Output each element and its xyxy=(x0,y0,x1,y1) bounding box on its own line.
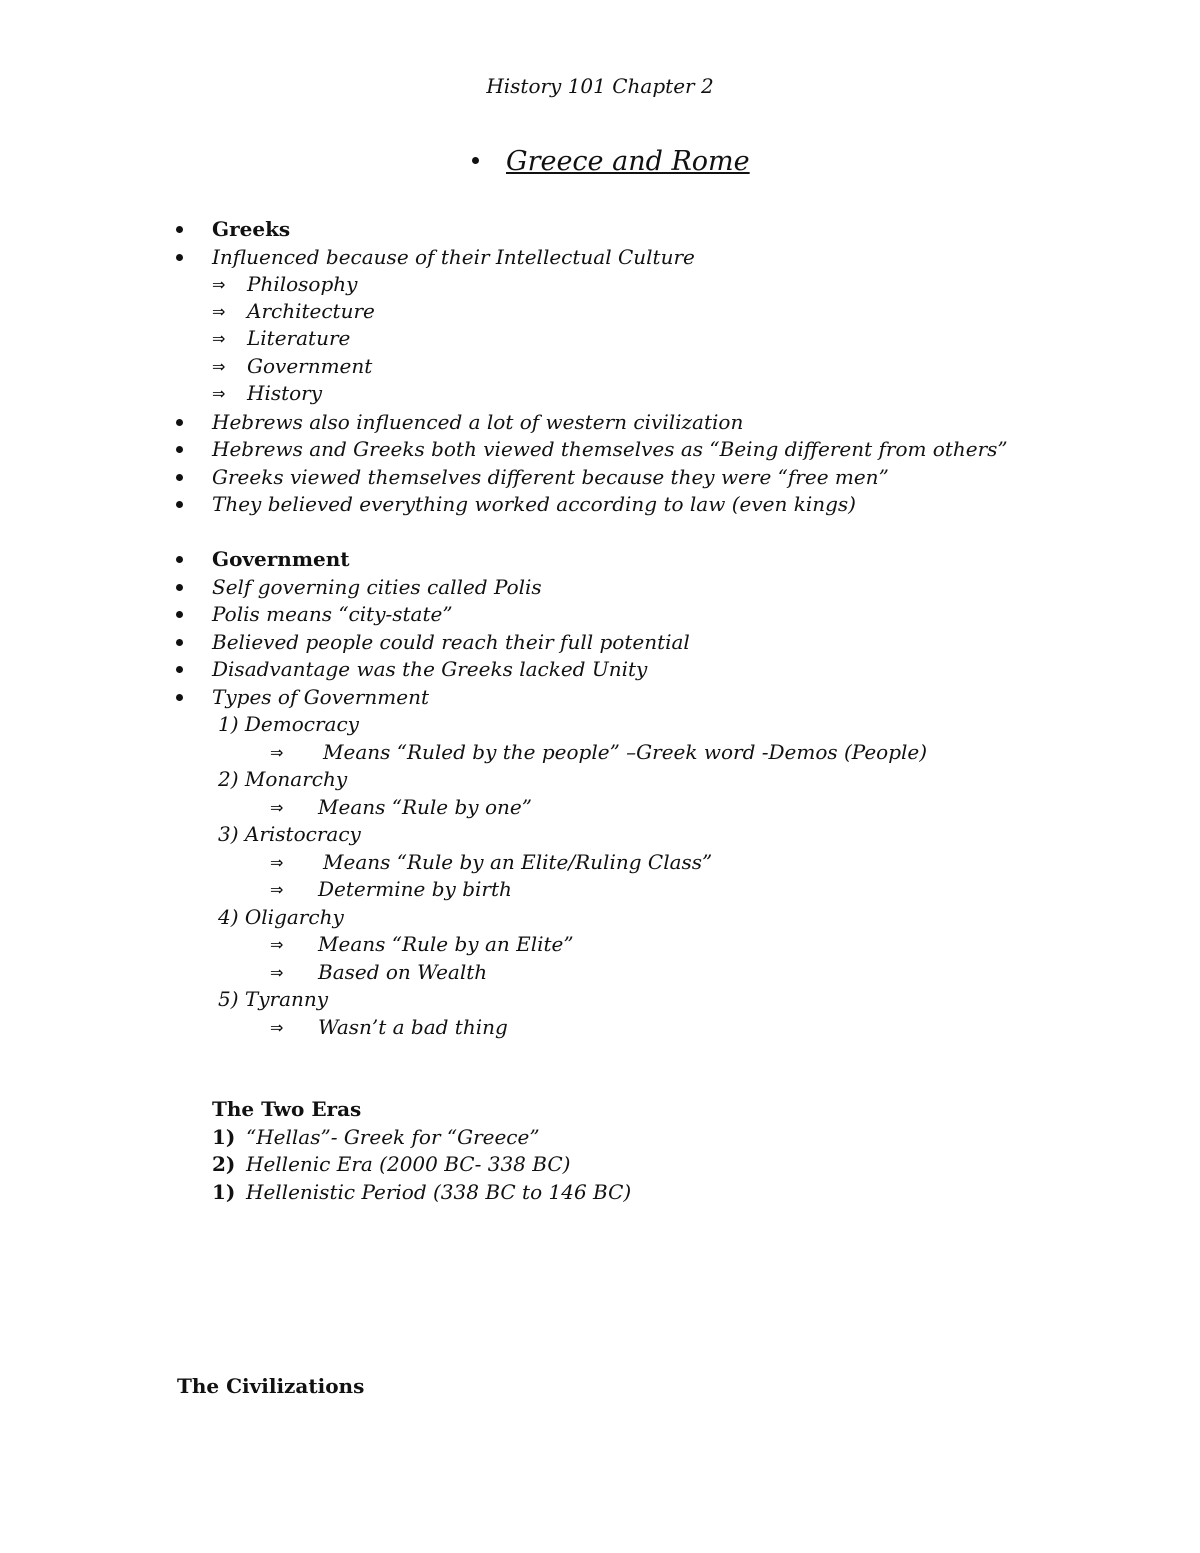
government-point: Types of Government xyxy=(212,685,430,709)
bullet-icon xyxy=(176,254,183,261)
bullet-icon xyxy=(176,611,183,618)
arrow-icon: ⇒ xyxy=(270,743,284,762)
government-point: Believed people could reach their full potential xyxy=(212,630,690,654)
greeks-area: Literature xyxy=(247,326,351,350)
government-type-note: Means “Rule by one” xyxy=(318,795,532,819)
greeks-area: History xyxy=(247,381,323,405)
bullet-icon xyxy=(176,226,183,233)
greeks-point: They believed everything worked according to law (even kings) xyxy=(212,492,856,516)
document-header: History 101 Chapter 2 xyxy=(486,74,714,98)
bullet-icon xyxy=(176,666,183,673)
arrow-icon: ⇒ xyxy=(270,935,284,954)
bullet-icon xyxy=(176,639,183,646)
arrow-icon: ⇒ xyxy=(270,963,284,982)
era-item: Hellenistic Period (338 BC to 146 BC) xyxy=(246,1180,632,1204)
greeks-intro: Influenced because of their Intellectual Culture xyxy=(212,245,695,269)
bullet-icon xyxy=(176,584,183,591)
government-type: 2) Monarchy xyxy=(218,767,348,791)
greeks-heading: Greeks xyxy=(212,217,291,241)
era-number: 1) xyxy=(212,1180,236,1204)
arrow-icon: ⇒ xyxy=(270,853,284,872)
government-type: 5) Tyranny xyxy=(218,987,329,1011)
arrow-icon: ⇒ xyxy=(212,357,226,376)
arrow-icon: ⇒ xyxy=(270,1018,284,1037)
greeks-area: Philosophy xyxy=(247,272,358,296)
government-type-note: Based on Wealth xyxy=(318,960,488,984)
government-point: Disadvantage was the Greeks lacked Unity xyxy=(212,657,648,681)
eras-heading: The Two Eras xyxy=(212,1097,362,1121)
title-bullet xyxy=(472,157,479,164)
page-title: Greece and Rome xyxy=(506,146,750,177)
era-number: 2) xyxy=(212,1152,236,1176)
era-item: Hellenic Era (2000 BC- 338 BC) xyxy=(246,1152,571,1176)
bullet-icon xyxy=(176,474,183,481)
government-type: 4) Oligarchy xyxy=(218,905,344,929)
greeks-point: Hebrews and Greeks both viewed themselves as “Being different from others” xyxy=(212,437,1008,461)
bullet-icon xyxy=(176,419,183,426)
bullet-icon xyxy=(176,556,183,563)
civilizations-heading: The Civilizations xyxy=(177,1374,365,1398)
bullet-icon xyxy=(176,446,183,453)
government-type-note: Wasn’t a bad thing xyxy=(318,1015,508,1039)
era-number: 1) xyxy=(212,1125,236,1149)
arrow-icon: ⇒ xyxy=(270,798,284,817)
greeks-point: Greeks viewed themselves different because they were “free men” xyxy=(212,465,889,489)
arrow-icon: ⇒ xyxy=(270,880,284,899)
government-point: Polis means “city-state” xyxy=(212,602,453,626)
arrow-icon: ⇒ xyxy=(212,329,226,348)
arrow-icon: ⇒ xyxy=(212,384,226,403)
bullet-icon xyxy=(176,694,183,701)
government-type-note: Means “Ruled by the people” –Greek word -Demos (People) xyxy=(323,740,928,764)
government-heading: Government xyxy=(212,547,350,571)
government-point: Self governing cities called Polis xyxy=(212,575,542,599)
greeks-area: Government xyxy=(247,354,373,378)
government-type: 1) Democracy xyxy=(218,712,359,736)
arrow-icon: ⇒ xyxy=(212,302,226,321)
government-type-note: Determine by birth xyxy=(318,877,512,901)
era-item: “Hellas”- Greek for “Greece” xyxy=(246,1125,540,1149)
arrow-icon: ⇒ xyxy=(212,275,226,294)
government-type-note: Means “Rule by an Elite/Ruling Class” xyxy=(323,850,713,874)
greeks-area: Architecture xyxy=(247,299,375,323)
bullet-icon xyxy=(176,501,183,508)
greeks-point: Hebrews also influenced a lot of western civilization xyxy=(212,410,744,434)
government-type: 3) Aristocracy xyxy=(218,822,361,846)
government-type-note: Means “Rule by an Elite” xyxy=(318,932,574,956)
